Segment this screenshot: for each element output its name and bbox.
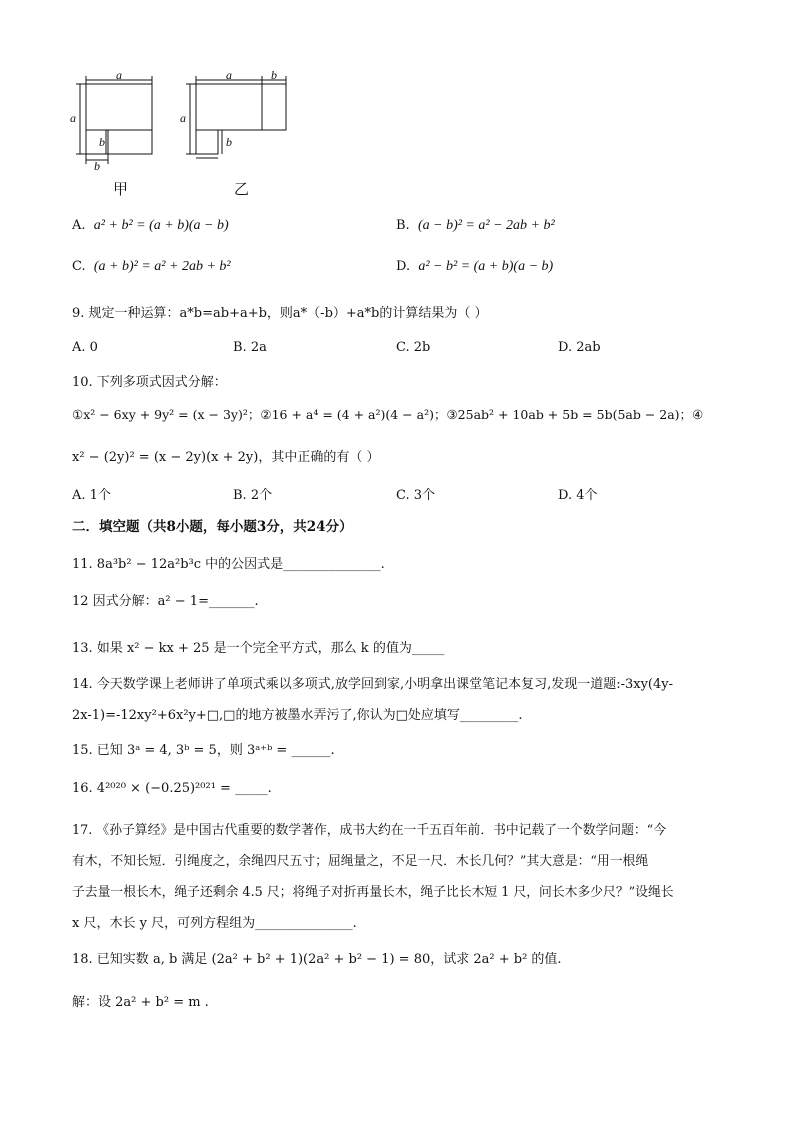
q10-line2: x² − (2y)² = (x − 2y)(x + 2y)，其中正确的有（ ） <box>72 450 380 465</box>
q13: 13. 如果 x² − kx + 25 是一个完全平方式，那么 k 的值为_____ <box>72 641 445 656</box>
q8-option-c: C. (a + b)² = a² + 2ab + b² <box>72 259 231 274</box>
q9-option-b: B. 2a <box>233 340 267 355</box>
q9-option-a: A. 0 <box>72 340 98 355</box>
q17-line2: 有木，不知长短．引绳度之，余绳四尺五寸；屈绳量之，不足一尺．木长几何？”其大意是：“用一根绳 <box>72 854 649 869</box>
q18-solution: 解：设 2a² + b² = m . <box>72 995 209 1010</box>
q17-line3: 子去量一根长木，绳子还剩余 4.5 尺；将绳子对折再量长木，绳子比长木短 1 尺，问长木多少尺？”设绳长 <box>72 885 674 900</box>
figure-caption-jia: 甲 <box>113 180 129 198</box>
q9-stem: 9. 规定一种运算：a*b=ab+a+b，则a*（-b）+a*b的计算结果为（ ） <box>72 306 488 321</box>
q10-option-c: C. 3个 <box>396 488 436 503</box>
q8-option-d: D. a² − b² = (a + b)(a − b) <box>396 259 554 274</box>
q17-line1: 17. 《孙子算经》是中国古代重要的数学著作，成书大约在一千五百年前．书中记载了一个数学问题：“今 <box>72 823 667 838</box>
fig-label-a-left: a <box>180 111 186 125</box>
q12: 12 因式分解：a² − 1=_______. <box>72 594 259 609</box>
q10-option-a: A. 1个 <box>72 488 111 503</box>
q10-stem: 10. 下列多项式因式分解： <box>72 375 227 390</box>
q18-stem: 18. 已知实数 a, b 满足 (2a² + b² + 1)(2a² + b² − 1) = 80，试求 2a² + b² 的值. <box>72 952 562 967</box>
section-2-title: 二．填空题（共8小题，每小题3分，共24分） <box>72 519 353 535</box>
q11: 11. 8a³b² − 12a²b³c 中的公因式是_______________. <box>72 557 385 572</box>
figure-yi <box>176 70 296 170</box>
q8-option-a: A. a² + b² = (a + b)(a − b) <box>72 218 229 233</box>
q14-line1: 14. 今天数学课上老师讲了单项式乘以多项式,放学回到家,小明拿出课堂笔记本复习,发现一道题:-3xy(4y- <box>72 677 674 692</box>
q16: 16. 4²⁰²⁰ × (−0.25)²⁰²¹ = _____. <box>72 781 272 796</box>
q10-option-d: D. 4个 <box>558 488 598 503</box>
fig-label-a-top: a <box>226 70 232 82</box>
q14-line2: 2x-1)=-12xy²+6x²y+□,□的地方被墨水弄污了,你认为□处应填写_________. <box>72 708 523 723</box>
q15: 15. 已知 3ᵃ = 4, 3ᵇ = 5，则 3ᵃ⁺ᵇ = ______. <box>72 743 335 758</box>
q9-option-c: C. 2b <box>396 340 431 355</box>
fig-label-b-inner: b <box>226 135 232 149</box>
q10-line1: ①x² − 6xy + 9y² = (x − 3y)²；②16 + a⁴ = (4 + a²)(4 − a²)；③25ab² + 10ab + 5b = 5b(5ab − 2a)；④ <box>72 407 704 422</box>
figure-jia <box>66 70 166 170</box>
fig-label-a-top: a <box>116 70 122 82</box>
q9-option-d: D. 2ab <box>558 340 601 355</box>
fig-label-b-bottom: b <box>94 159 100 170</box>
figure-caption-yi: 乙 <box>234 180 250 198</box>
q17-line4: x 尺，木长 y 尺，可列方程组为_______________. <box>72 916 357 931</box>
fig-label-a-left: a <box>70 111 76 125</box>
fig-label-b-inner: b <box>99 135 105 149</box>
fig-label-b-top: b <box>271 70 277 82</box>
q8-option-b: B. (a − b)² = a² − 2ab + b² <box>396 218 555 233</box>
q10-option-b: B. 2个 <box>233 488 273 503</box>
